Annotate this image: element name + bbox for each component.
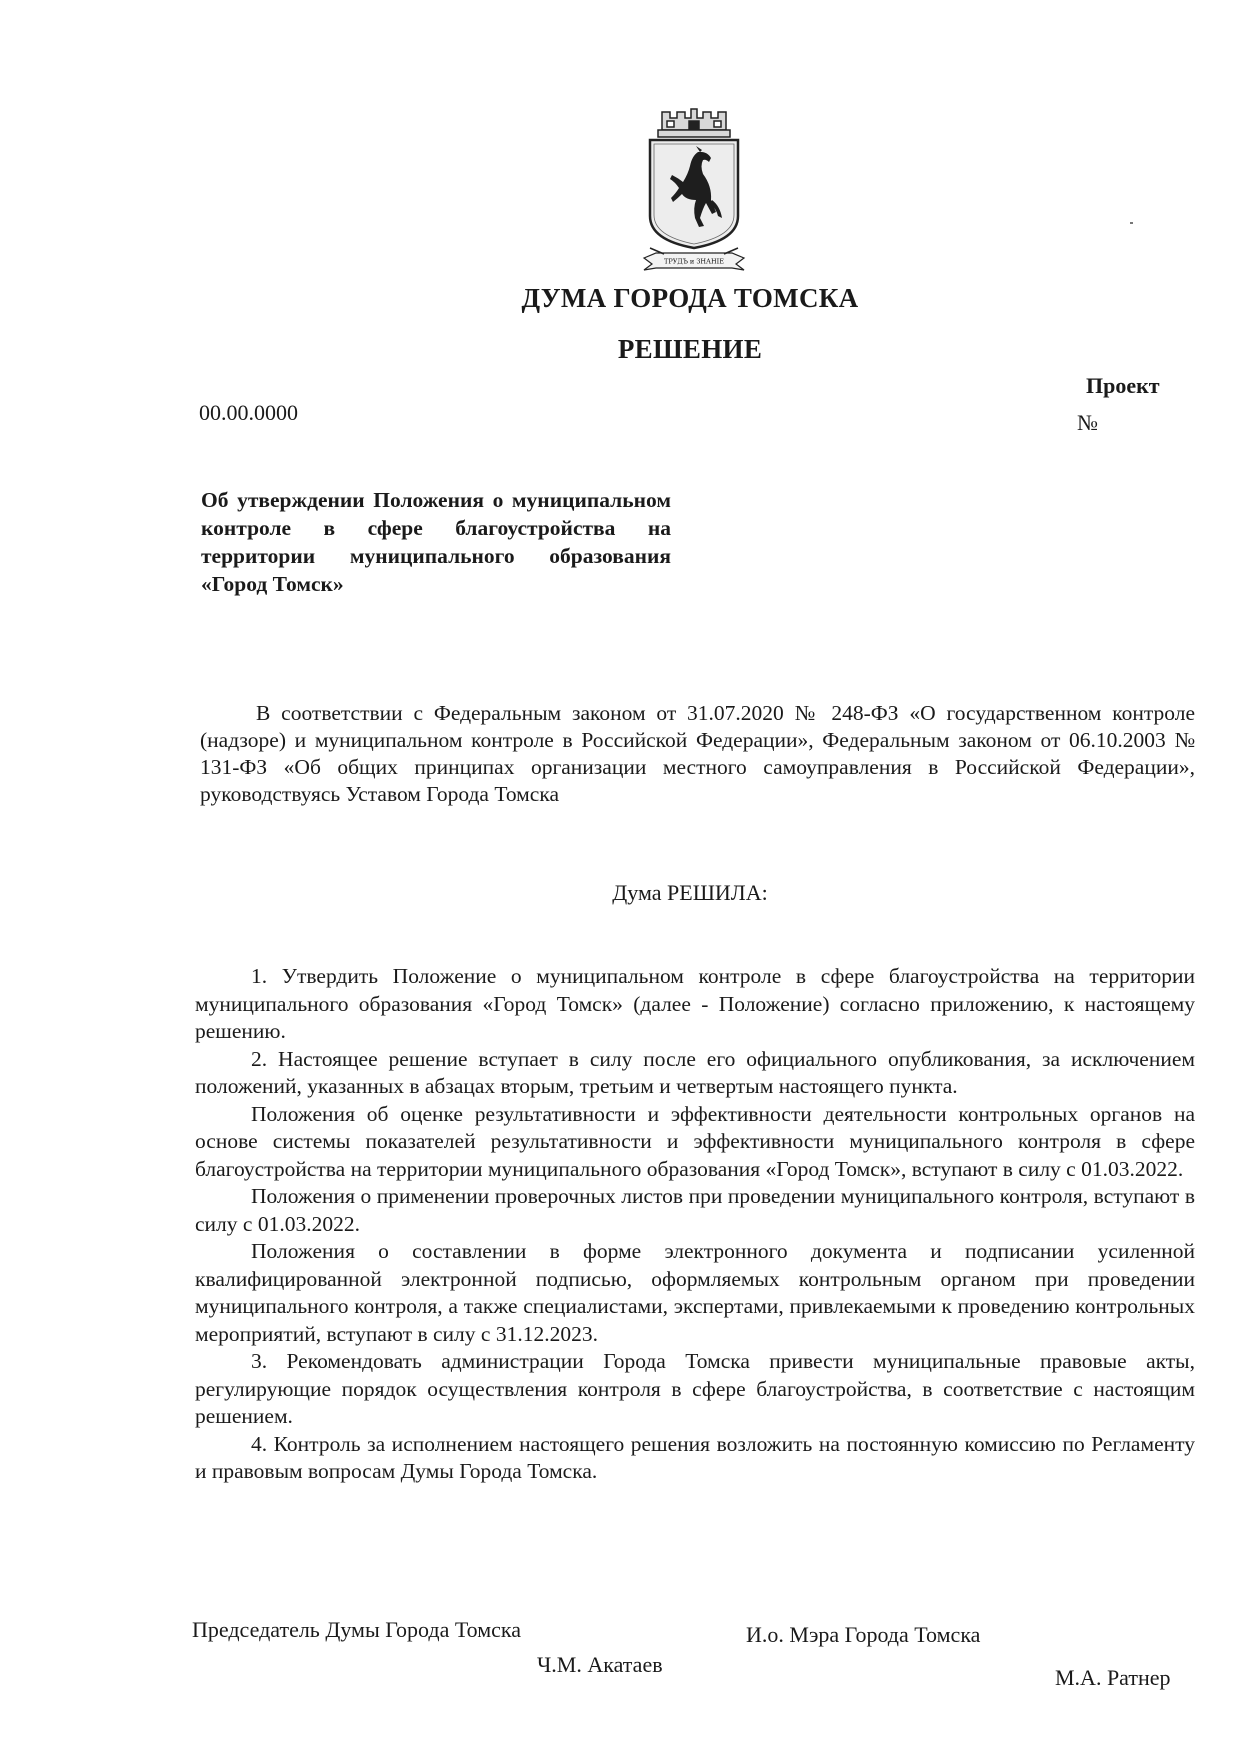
draft-label: Проект xyxy=(1086,373,1160,398)
crest-motto: ТРУДЪ и ЗНАНІЕ xyxy=(664,257,724,266)
crown-icon xyxy=(658,109,730,137)
decision-paragraph: Положения об оценке результативности и эффективности деятельности контрольных органов на основе системы показателей результативности и эффективности муниципального контроля в сфере благоустройства на территории муниципального образования «Город Томск», вступают в силу с 01.03.2022. xyxy=(195,1101,1195,1181)
document-date: 00.00.0000 xyxy=(199,400,298,425)
scan-speck xyxy=(1130,222,1133,224)
chairman-name: Ч.М. Акатаев xyxy=(537,1652,663,1677)
decision-item-3: 3. Рекомендовать администрации Города Томска привести муниципальные правовые акты, регулирующие порядок осуществления контроля в сфере благоустройства, в соответствие с настоящим решением. xyxy=(195,1349,1195,1428)
chairman-title: Председатель Думы Города Томска xyxy=(192,1617,522,1642)
decision-heading: Дума РЕШИЛА: xyxy=(612,880,768,905)
mayor-title: И.о. Мэра Города Томска xyxy=(746,1622,981,1647)
decision-item-4: 4. Контроль за исполнением настоящего решения возложить на постоянную комиссию по Регламенту и правовым вопросам Думы Города Томска. xyxy=(195,1431,1195,1483)
decision-body xyxy=(195,963,1195,1486)
decision-item-1: 1. Утвердить Положение о муниципальном контроле в сфере благоустройства на территории муниципального образования «Город Томск» (далее - Положение) согласно приложению, к настоящему решению. xyxy=(195,964,1195,1043)
decision-paragraph: Положения о составлении в форме электронного документа и подписании усиленной квалифицированной электронной подписью, оформляемых контрольным органом при проведении муниципального контроля, а также специалистами, экспертами, привлекаемыми к проведению контрольных мероприятий, вступают в силу с 31.12.2023. xyxy=(195,1239,1195,1346)
document-type: РЕШЕНИЕ xyxy=(617,334,763,364)
decision-paragraph: Положения о применении проверочных листов при проведении муниципального контроля, вступают в силу с 01.03.2022. xyxy=(195,1184,1195,1236)
document-subject: Об утверждении Положения о муниципальном контроле в сфере благоустройства на территории муниципального образования «Город Томск» xyxy=(201,488,671,596)
preamble-paragraph: В соответствии с Федеральным законом от 31.07.2020 № 248-ФЗ «О государственном контроле (надзоре) и муниципальном контроле в Российской Федерации», Федеральным законом от 06.10.2003 № 131-ФЗ «Об общих принципах организации местного самоуправления в Российской Федерации», руководствуясь Уставом Города Томска xyxy=(200,701,1195,806)
mayor-name: М.А. Ратнер xyxy=(1055,1665,1171,1690)
decision-item-2: 2. Настоящее решение вступает в силу после его официального опубликования, за исключением положений, указанных в абзацах вторым, третьим и четвертым настоящего пункта. xyxy=(195,1046,1195,1098)
document-number: № xyxy=(1077,410,1098,435)
organization-title: ДУМА ГОРОДА ТОМСКА xyxy=(521,283,859,313)
city-coat-of-arms xyxy=(640,108,748,280)
